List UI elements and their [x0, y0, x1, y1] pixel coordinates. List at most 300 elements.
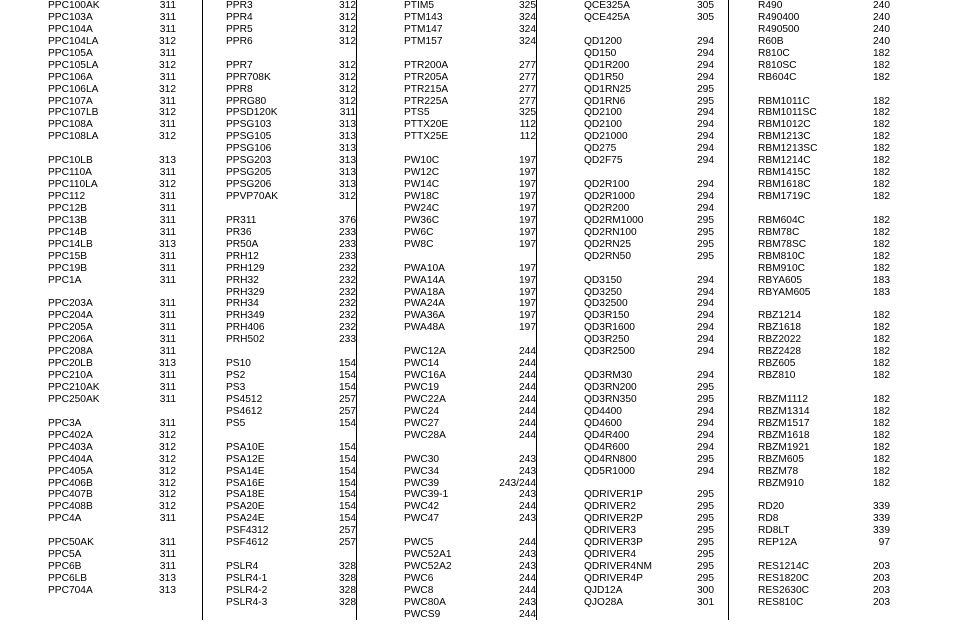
- index-entry: [758, 24, 890, 36]
- part-number: QDRIVER3P: [584, 537, 643, 549]
- index-entry: [48, 501, 176, 513]
- index-entry: [758, 334, 890, 346]
- part-number: RBM1213SC: [758, 143, 818, 155]
- page-number: 244: [519, 429, 536, 441]
- blank-row: [758, 84, 890, 96]
- page-number: 257: [339, 393, 356, 405]
- part-number: RBZ605: [758, 358, 796, 370]
- index-entry: [404, 418, 536, 430]
- index-entry: [758, 263, 890, 275]
- page-number: 182: [873, 358, 890, 370]
- part-number: PWA10A: [404, 262, 445, 274]
- index-entry: [226, 573, 356, 585]
- part-number: PWA18A: [404, 286, 445, 298]
- index-entry: [758, 60, 890, 72]
- part-number: QD4R600: [584, 441, 630, 453]
- part-number: PWC5: [404, 537, 434, 549]
- index-entry: [758, 573, 890, 585]
- page-number: 244: [519, 358, 536, 370]
- index-entry: [758, 537, 890, 549]
- part-number: RD8: [758, 513, 779, 525]
- index-entry: [226, 155, 356, 167]
- blank-row: [48, 525, 176, 537]
- page-number: 311: [159, 513, 176, 525]
- page-number: 182: [873, 167, 890, 179]
- index-entry: [48, 263, 176, 275]
- index-entry: [584, 466, 714, 478]
- part-number: PWA24A: [404, 298, 445, 310]
- page-number: 182: [873, 262, 890, 274]
- page-number: 312: [339, 59, 356, 71]
- part-number: PPC12B: [48, 202, 88, 214]
- blank-row: [404, 442, 536, 454]
- page-number: 232: [339, 262, 356, 274]
- part-number: PPC210A: [48, 370, 93, 382]
- index-entry: [226, 418, 356, 430]
- page-number: 313: [339, 167, 356, 179]
- part-number: RBZ1618: [758, 322, 802, 334]
- part-number: PPC4A: [48, 513, 82, 525]
- page-number: 311: [159, 346, 176, 358]
- page-number: 311: [159, 561, 176, 573]
- index-entry: [226, 60, 356, 72]
- part-number: RBZ2428: [758, 346, 802, 358]
- index-entry: [226, 215, 356, 227]
- index-entry: [584, 96, 714, 108]
- part-number: PS10: [226, 358, 251, 370]
- part-number: PPC3A: [48, 417, 82, 429]
- page-number: 294: [697, 286, 714, 298]
- part-number: PTR215A: [404, 83, 449, 95]
- part-number: QD32500: [584, 298, 628, 310]
- part-number: PPC406B: [48, 477, 93, 489]
- part-number: QD5R1000: [584, 465, 635, 477]
- part-number: PW24C: [404, 202, 440, 214]
- part-number: QCE425A: [584, 11, 630, 23]
- index-entry: [584, 72, 714, 84]
- page-number: 294: [697, 179, 714, 191]
- blank-row: [758, 203, 890, 215]
- page-number: 232: [339, 298, 356, 310]
- part-number: PPC110LA: [48, 179, 98, 191]
- part-number: PPR7: [226, 59, 253, 71]
- page-number: 182: [873, 155, 890, 167]
- page-number: 197: [519, 322, 536, 334]
- page-number: 197: [519, 310, 536, 322]
- index-entry: [404, 537, 536, 549]
- page-number: 312: [159, 131, 176, 143]
- part-number: PWC30: [404, 453, 440, 465]
- page-number: 311: [159, 47, 176, 59]
- page-number: 324: [519, 23, 536, 35]
- part-number: PSA16E: [226, 477, 265, 489]
- page-number: 311: [159, 95, 176, 107]
- index-entry: [404, 585, 536, 597]
- page-number: 294: [697, 59, 714, 71]
- page-number: 313: [159, 155, 176, 167]
- page-number: 182: [873, 310, 890, 322]
- blank-row: [758, 549, 890, 561]
- page-number: 182: [873, 441, 890, 453]
- page-number: 339: [873, 513, 890, 525]
- part-number: PSA12E: [226, 453, 265, 465]
- page-number: 244: [519, 501, 536, 513]
- page-number: 295: [697, 501, 714, 513]
- index-entry: [226, 167, 356, 179]
- page-number: 295: [697, 214, 714, 226]
- page-number: 197: [519, 298, 536, 310]
- part-number: RBM78C: [758, 226, 800, 238]
- index-entry: [404, 298, 536, 310]
- page-number: 182: [873, 250, 890, 262]
- page-number: 277: [519, 59, 536, 71]
- part-number: PPR3: [226, 0, 253, 11]
- page-number: 243: [519, 549, 536, 561]
- blank-row: [758, 489, 890, 501]
- part-number: RBZM78: [758, 465, 799, 477]
- index-entry: [758, 215, 890, 227]
- page-number: 244: [519, 393, 536, 405]
- index-entry: [226, 12, 356, 24]
- index-entry: [404, 36, 536, 48]
- page-number: 312: [159, 107, 176, 119]
- part-number: QD1R50: [584, 71, 624, 83]
- page-number: 311: [159, 382, 176, 393]
- part-number: PPC108A: [48, 119, 93, 131]
- part-number: RBM1012C: [758, 119, 811, 131]
- blank-row: [48, 406, 176, 418]
- page-number: 182: [873, 453, 890, 465]
- page-number: 311: [159, 191, 176, 202]
- page-number: 182: [873, 334, 890, 346]
- part-number: QD3150: [584, 274, 622, 286]
- index-entry: [758, 418, 890, 430]
- part-number: PPVP70AK: [226, 191, 279, 202]
- part-number: PPC250AK: [48, 393, 100, 405]
- index-entry: [758, 72, 890, 84]
- page-number: 312: [339, 35, 356, 47]
- index-entry: [758, 275, 890, 287]
- index-entry: [48, 48, 176, 60]
- page-number: 244: [519, 346, 536, 358]
- index-entry: [48, 72, 176, 84]
- part-number: PSA10E: [226, 441, 265, 453]
- part-number: PRH32: [226, 274, 259, 286]
- index-entry: [226, 358, 356, 370]
- index-entry: [48, 561, 176, 573]
- part-number: PR36: [226, 226, 252, 238]
- part-number: RBM1415C: [758, 167, 811, 179]
- part-number: PSLR4-1: [226, 573, 268, 584]
- index-entry: [48, 370, 176, 382]
- page-number: 312: [159, 489, 176, 501]
- index-entry: [404, 131, 536, 143]
- part-number: RBZ810: [758, 370, 796, 382]
- part-number: PW6C: [404, 226, 434, 238]
- part-number: PPC105LA: [48, 59, 99, 71]
- part-number: QD3250: [584, 286, 622, 298]
- part-number: PWC34: [404, 465, 440, 477]
- index-entry: [48, 0, 176, 12]
- part-number: QD1R200: [584, 59, 630, 71]
- index-entry: [584, 12, 714, 24]
- index-entry: [584, 597, 714, 609]
- index-entry: [584, 442, 714, 454]
- index-entry: [226, 107, 356, 119]
- part-number: PS2: [226, 370, 246, 382]
- part-number: PS4612: [226, 405, 263, 417]
- page-number: 312: [339, 71, 356, 83]
- part-number: PR311: [226, 214, 257, 226]
- page-number: 311: [159, 214, 176, 226]
- blank-row: [226, 48, 356, 60]
- index-entry: [226, 561, 356, 573]
- page-number: 313: [159, 573, 176, 584]
- part-number: PWC6: [404, 573, 434, 584]
- part-number: PWC27: [404, 417, 440, 429]
- index-entry: [48, 96, 176, 108]
- part-number: PRH129: [226, 262, 265, 274]
- blank-row: [48, 143, 176, 155]
- page-number: 154: [339, 441, 356, 453]
- index-entry: [758, 12, 890, 24]
- index-entry: [584, 418, 714, 430]
- part-number: QCE325A: [584, 0, 630, 11]
- page-number: 311: [159, 262, 176, 274]
- part-number: PPR8: [226, 83, 253, 95]
- part-number: PSA20E: [226, 501, 265, 513]
- index-entry: [48, 466, 176, 478]
- part-number: QD2100: [584, 119, 622, 131]
- page-number: 295: [697, 238, 714, 250]
- part-number: QD2RN100: [584, 226, 637, 238]
- part-number: PPC203A: [48, 298, 93, 310]
- index-entry: [48, 275, 176, 287]
- index-entry: [404, 119, 536, 131]
- part-number: REP12A: [758, 537, 798, 549]
- index-entry: [404, 358, 536, 370]
- part-number: PPSG103: [226, 119, 272, 131]
- index-column-2: [202, 0, 357, 620]
- part-number: PPC210AK: [48, 382, 100, 393]
- part-number: QD2100: [584, 107, 622, 119]
- index-entry: [758, 310, 890, 322]
- page-number: 294: [697, 274, 714, 286]
- part-number: PWC22A: [404, 393, 446, 405]
- page-number: 197: [519, 179, 536, 191]
- page-number: 97: [878, 537, 890, 549]
- page-number: 182: [873, 465, 890, 477]
- page-number: 232: [339, 274, 356, 286]
- page-number: 182: [873, 191, 890, 202]
- page-number: 312: [339, 0, 356, 11]
- part-number: PPC103A: [48, 11, 93, 23]
- index-entry: [48, 84, 176, 96]
- part-number: QD4400: [584, 405, 622, 417]
- page-number: 312: [159, 35, 176, 47]
- index-entry: [758, 358, 890, 370]
- index-entry: [758, 322, 890, 334]
- index-entry: [758, 501, 890, 513]
- part-number: RBYAM605: [758, 286, 811, 298]
- page-number: 312: [159, 83, 176, 95]
- part-number: QD3R250: [584, 334, 630, 346]
- index-entry: [758, 597, 890, 609]
- part-number: PPSG206: [226, 179, 272, 191]
- index-entry: [404, 513, 536, 525]
- index-entry: [404, 406, 536, 418]
- page-number: 203: [873, 561, 890, 573]
- part-number: PPC204A: [48, 310, 93, 322]
- index-rows: [226, 0, 356, 609]
- index-entry: [48, 215, 176, 227]
- index-entry: [226, 227, 356, 239]
- index-entry: [584, 203, 714, 215]
- part-number: PWC8: [404, 584, 434, 596]
- index-entry: [226, 263, 356, 275]
- page-number: 313: [339, 143, 356, 155]
- part-number: PPC206A: [48, 334, 93, 346]
- index-rows: [584, 0, 714, 609]
- part-number: R810SC: [758, 59, 797, 71]
- page-number: 295: [697, 226, 714, 238]
- part-number: PPSG203: [226, 155, 272, 167]
- blank-row: [404, 334, 536, 346]
- part-number: RBZM1314: [758, 405, 810, 417]
- part-number: PSLR4-2: [226, 584, 268, 596]
- index-entry: [48, 489, 176, 501]
- index-entry: [758, 167, 890, 179]
- part-number: QD2R1000: [584, 191, 635, 202]
- page-number: 312: [339, 11, 356, 23]
- part-number: PWC28A: [404, 429, 446, 441]
- part-number: PPC403A: [48, 441, 93, 453]
- part-number: R490: [758, 0, 783, 11]
- index-entry: [758, 131, 890, 143]
- index-entry: [226, 513, 356, 525]
- page-number: 244: [519, 608, 536, 620]
- page-number: 313: [339, 179, 356, 191]
- index-entry: [48, 430, 176, 442]
- part-number: PW18C: [404, 191, 440, 202]
- index-entry: [404, 0, 536, 12]
- part-number: PPC110A: [48, 167, 92, 179]
- part-number: RBM1214C: [758, 155, 811, 167]
- part-number: PW12C: [404, 167, 440, 179]
- index-entry: [758, 251, 890, 263]
- part-number: PRH502: [226, 334, 265, 346]
- page-number: 295: [697, 393, 714, 405]
- index-entry: [584, 525, 714, 537]
- page-number: 182: [873, 143, 890, 155]
- index-entry: [226, 96, 356, 108]
- page-number: 295: [697, 95, 714, 107]
- part-number: PWC80A: [404, 596, 446, 608]
- index-entry: [404, 609, 536, 621]
- index-entry: [758, 191, 890, 203]
- part-number: RBM1213C: [758, 131, 811, 143]
- page-number: 244: [519, 573, 536, 584]
- page-number: 294: [697, 35, 714, 47]
- blank-row: [584, 167, 714, 179]
- index-entry: [584, 561, 714, 573]
- part-number: PS4512: [226, 393, 263, 405]
- page-number: 243: [519, 465, 536, 477]
- part-number: PPC402A: [48, 429, 93, 441]
- page-number: 294: [697, 417, 714, 429]
- page-number: 311: [159, 322, 176, 334]
- index-entry: [584, 573, 714, 585]
- page-number: 197: [519, 274, 536, 286]
- part-number: RBZM1517: [758, 417, 810, 429]
- part-number: PPC704A: [48, 584, 93, 596]
- index-entry: [584, 382, 714, 394]
- part-number: QD1RN25: [584, 83, 631, 95]
- part-number: QD1RN6: [584, 95, 626, 107]
- index-entry: [584, 0, 714, 12]
- index-entry: [226, 525, 356, 537]
- index-entry: [758, 179, 890, 191]
- index-entry: [584, 310, 714, 322]
- part-number: QDRIVER2P: [584, 513, 643, 525]
- page-number: 294: [697, 202, 714, 214]
- index-entry: [404, 191, 536, 203]
- part-number: QD1200: [584, 35, 622, 47]
- page-number: 294: [697, 429, 714, 441]
- index-entry: [48, 155, 176, 167]
- page-number: 311: [159, 202, 176, 214]
- part-number: PPR6: [226, 35, 253, 47]
- page-number: 311: [159, 167, 176, 179]
- index-entry: [584, 251, 714, 263]
- page-number: 182: [873, 131, 890, 143]
- part-number: PPC108LA: [48, 131, 99, 143]
- index-entry: [404, 72, 536, 84]
- index-entry: [584, 334, 714, 346]
- index-entry: [584, 585, 714, 597]
- page-number: 311: [159, 23, 176, 35]
- index-entry: [584, 215, 714, 227]
- page-number: 257: [339, 525, 356, 537]
- part-number: PTTX20E: [404, 119, 449, 131]
- page-number: 154: [339, 370, 356, 382]
- blank-row: [758, 382, 890, 394]
- index-entry: [48, 478, 176, 490]
- part-number: PPC6B: [48, 561, 82, 573]
- part-number: PPC19B: [48, 262, 88, 274]
- part-number: QDRIVER2: [584, 501, 637, 513]
- index-entry: [584, 501, 714, 513]
- index-entry: [404, 179, 536, 191]
- part-number: PWC52A1: [404, 549, 452, 561]
- page-number: 311: [159, 370, 176, 382]
- page-number: 312: [159, 501, 176, 513]
- blank-row: [404, 48, 536, 60]
- page-number: 294: [697, 143, 714, 155]
- page-number: 154: [339, 489, 356, 501]
- part-number: PPC106LA: [48, 83, 99, 95]
- index-entry: [48, 24, 176, 36]
- index-entry: [226, 251, 356, 263]
- page-number: 325: [519, 107, 536, 119]
- page-number: 313: [339, 155, 356, 167]
- part-number: PPC10LB: [48, 155, 93, 167]
- page-number: 328: [339, 573, 356, 584]
- blank-row: [226, 203, 356, 215]
- part-number: RES1820C: [758, 573, 809, 584]
- index-entry: [404, 346, 536, 358]
- index-entry: [48, 537, 176, 549]
